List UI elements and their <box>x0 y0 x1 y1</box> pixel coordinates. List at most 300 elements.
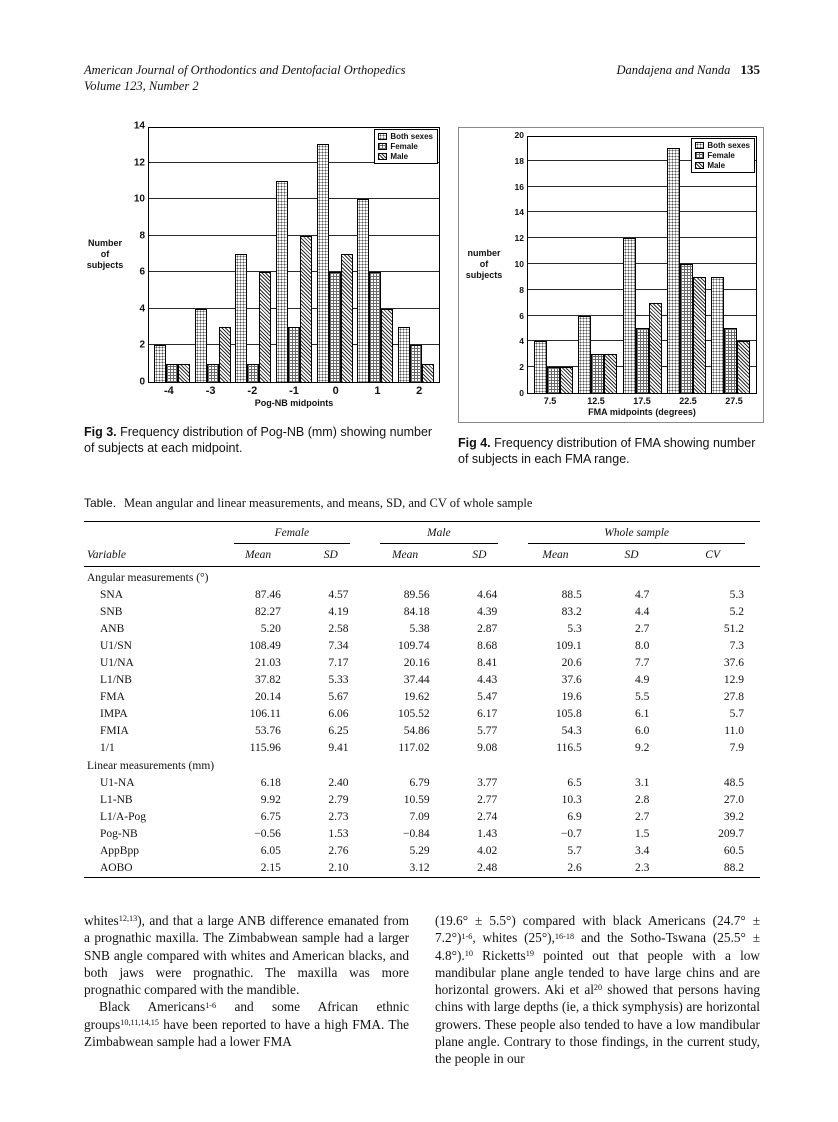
page-number: 135 <box>740 62 760 77</box>
body-text <box>84 912 760 1068</box>
value-cell: 3.4 <box>634 845 650 858</box>
legend-swatch <box>695 162 704 169</box>
bar-both-sexes <box>623 238 636 393</box>
value-cell: 9.92 <box>260 794 281 807</box>
column-header: Mean <box>219 545 297 566</box>
value-cell: 5.7 <box>567 845 582 858</box>
y-tick-label: 0 <box>519 387 524 398</box>
x-tick-label: -2 <box>247 384 258 397</box>
value-cell: 115.96 <box>249 741 281 754</box>
value-cell: 6.75 <box>260 811 281 824</box>
bar-both-sexes <box>276 181 288 382</box>
value-cell: 5.20 <box>260 622 281 635</box>
table-row <box>84 843 760 860</box>
variable-cell: L1-NB <box>100 794 133 807</box>
value-cell: 5.67 <box>328 690 349 703</box>
bar-female <box>591 354 604 393</box>
value-cell: 6.5 <box>567 777 582 790</box>
column-group-label: Whole sample <box>528 526 745 544</box>
value-cell: 1.53 <box>328 828 349 841</box>
value-cell: 84.18 <box>403 606 430 618</box>
citation-superscript: 10,11,14,15 <box>120 1017 160 1027</box>
bar-male <box>649 303 662 393</box>
table-row <box>84 621 760 638</box>
measurements-table <box>84 521 760 878</box>
bar-group <box>233 254 274 382</box>
table-row <box>84 860 760 877</box>
value-cell: 2.6 <box>567 862 582 875</box>
value-cell: 6.0 <box>634 724 650 737</box>
y-axis-title: number of subjects <box>465 247 503 281</box>
value-cell: 3.12 <box>409 862 430 875</box>
bar-both-sexes <box>357 199 369 382</box>
citation-superscript: 10 <box>464 948 473 958</box>
table-row <box>84 740 760 757</box>
value-cell: 27.0 <box>723 794 744 807</box>
fig3-caption-label: Fig 3. <box>84 424 117 439</box>
variable-cell: SNA <box>100 589 124 602</box>
table-subheader-row <box>84 545 760 566</box>
bar-group <box>355 199 396 382</box>
value-cell: 10.59 <box>403 794 430 807</box>
legend-entry <box>378 152 433 161</box>
y-axis-title: Number of subjects <box>86 237 124 271</box>
y-tick-label: 14 <box>514 206 524 217</box>
value-cell: 209.7 <box>718 828 744 841</box>
y-tick-label: 14 <box>133 120 145 131</box>
y-tick-label: 12 <box>514 232 524 243</box>
table-row <box>84 655 760 672</box>
paragraph: whites$^{12,13}$), and that a large ANB difference emanated from a prognathic maxilla. The Zimbabwean sample had a larger SNB angle compared with whites and American blacks, and both jaws were prognathic. The maxilla was more prognathic compared with the mandible. <box>84 913 409 998</box>
value-cell: 5.5 <box>634 690 650 703</box>
value-cell: 8.0 <box>634 639 650 652</box>
bar-male <box>259 272 271 382</box>
value-cell: 83.2 <box>561 606 582 618</box>
x-tick-label: -3 <box>205 384 216 397</box>
value-cell: 4.64 <box>477 589 498 602</box>
variable-cell: U1/NA <box>100 656 134 669</box>
column-group-header <box>513 522 760 545</box>
column-group-label: Male <box>380 526 499 544</box>
legend-label: Both sexes <box>390 131 433 141</box>
bar-male <box>178 364 190 382</box>
value-cell: 2.73 <box>328 811 349 824</box>
variable-cell: FMA <box>100 690 125 703</box>
page-header <box>84 62 760 95</box>
bar-female <box>410 345 422 382</box>
value-cell: 6.05 <box>260 845 281 858</box>
bar-male <box>422 364 434 382</box>
legend-label: Male <box>707 160 726 170</box>
fig4-caption-text: Frequency distribution of FMA showing number of subjects in each FMA range. <box>458 435 756 467</box>
column-group-header <box>365 522 514 545</box>
x-tick-labels <box>148 385 440 397</box>
value-cell: 4.7 <box>634 589 650 602</box>
column-header-variable: Variable <box>84 545 219 566</box>
table-row <box>84 826 760 843</box>
table-row <box>84 792 760 809</box>
table-row <box>84 723 760 740</box>
value-cell: 5.77 <box>477 724 498 737</box>
section-row <box>84 756 760 775</box>
bar-male <box>604 354 617 393</box>
table-row <box>84 587 760 604</box>
value-cell: 4.39 <box>477 606 498 618</box>
column-header: SD <box>446 545 514 566</box>
variable-cell: IMPA <box>100 707 128 720</box>
bar-female <box>680 264 693 393</box>
value-cell: 7.7 <box>634 656 650 669</box>
column-header: Mean <box>513 545 598 566</box>
value-cell: 106.11 <box>249 707 281 720</box>
value-cell: 8.68 <box>477 639 498 652</box>
bar-male <box>560 367 573 393</box>
value-cell: 60.5 <box>723 845 744 858</box>
value-cell: 2.15 <box>260 862 281 875</box>
value-cell: 37.82 <box>255 673 281 686</box>
legend-swatch <box>378 143 387 150</box>
bar-group <box>664 148 708 393</box>
legend-entry <box>695 141 750 150</box>
x-tick-labels <box>527 396 757 406</box>
y-tick-label: 8 <box>519 284 524 295</box>
table-row <box>84 638 760 655</box>
bar-group <box>620 238 664 393</box>
section-row <box>84 567 760 587</box>
bar-male <box>737 341 750 393</box>
bar-both-sexes <box>195 309 207 382</box>
citation-superscript: 19 <box>525 948 534 958</box>
citation-superscript: 20 <box>593 983 603 993</box>
y-tick-label: 2 <box>139 339 145 350</box>
value-cell: −0.56 <box>254 828 281 841</box>
bar-both-sexes <box>578 316 591 393</box>
value-cell: 109.74 <box>398 639 430 652</box>
legend-entry <box>695 151 750 160</box>
y-tick-label: 10 <box>133 193 145 204</box>
bar-group <box>274 181 315 382</box>
value-cell: 9.41 <box>328 741 349 754</box>
bar-both-sexes <box>398 327 410 382</box>
y-tick-label: 18 <box>514 155 524 166</box>
plot-row <box>84 120 440 387</box>
value-cell: 1.43 <box>477 828 498 841</box>
value-cell: 89.56 <box>403 589 430 602</box>
bar-both-sexes <box>317 144 329 382</box>
value-cell: 88.5 <box>561 589 582 602</box>
section-label: Angular measurements (°) <box>87 572 209 585</box>
x-tick-label: 0 <box>332 384 339 397</box>
figure-3 <box>84 120 440 458</box>
variable-cell: U1-NA <box>100 777 135 790</box>
bar-female <box>724 328 737 393</box>
value-cell: 10.3 <box>561 794 582 807</box>
value-cell: 4.02 <box>477 845 498 858</box>
bar-both-sexes <box>154 345 166 382</box>
value-cell: 5.38 <box>409 622 430 635</box>
value-cell: 117.02 <box>398 741 430 754</box>
fig4-caption-label: Fig 4. <box>458 435 491 450</box>
legend-swatch <box>378 153 387 160</box>
running-authors: Dandajena and Nanda <box>616 63 731 77</box>
value-cell: 48.5 <box>723 777 744 790</box>
table-row <box>84 775 760 792</box>
value-cell: 19.6 <box>561 690 582 703</box>
value-cell: 5.33 <box>328 673 349 686</box>
y-tick-label: 0 <box>139 376 145 387</box>
table-title-text: Mean angular and linear measurements, and means, SD, and CV of whole sample <box>124 496 533 511</box>
plot-area <box>133 120 440 387</box>
table-row <box>84 672 760 689</box>
value-cell: −0.7 <box>560 828 582 841</box>
figures-row <box>84 120 760 469</box>
citation-superscript: 1-6 <box>205 1000 217 1010</box>
value-cell: 6.1 <box>634 707 650 720</box>
x-tick-label: 7.5 <box>543 395 557 406</box>
variable-cell: U1/SN <box>100 639 132 652</box>
bar-both-sexes <box>667 148 680 393</box>
value-cell: 5.29 <box>409 845 430 858</box>
journal-volume: Volume 123, Number 2 <box>84 79 199 94</box>
citation-superscript: 12,13 <box>118 914 138 924</box>
y-tick-label: 6 <box>519 310 524 321</box>
value-cell: 2.58 <box>328 622 349 635</box>
value-cell: 5.3 <box>567 622 582 635</box>
bar-both-sexes <box>711 277 724 393</box>
table-row <box>84 689 760 706</box>
chart-legend <box>691 138 755 173</box>
fig3-bar-chart <box>84 120 440 408</box>
value-cell: 6.79 <box>409 777 430 790</box>
legend-label: Female <box>390 141 418 151</box>
value-cell: 21.03 <box>255 656 281 669</box>
legend-swatch <box>695 152 704 159</box>
variable-cell: SNB <box>100 606 123 618</box>
value-cell: 6.06 <box>328 707 349 720</box>
fig3-caption <box>84 424 440 458</box>
value-cell: 9.2 <box>634 741 650 754</box>
value-cell: 6.18 <box>260 777 281 790</box>
table-group-header-row <box>84 522 760 545</box>
column-group-header <box>219 522 364 545</box>
x-tick-label: 12.5 <box>587 395 605 406</box>
bar-female <box>247 364 259 382</box>
figure-4 <box>458 127 764 469</box>
value-cell: 20.6 <box>561 656 582 669</box>
x-axis-title: Pog-NB midpoints <box>254 397 334 408</box>
value-cell: 12.9 <box>723 673 744 686</box>
bar-both-sexes <box>534 341 547 393</box>
value-cell: 82.27 <box>255 606 281 618</box>
variable-cell: AOBO <box>100 862 133 875</box>
legend-swatch <box>695 142 704 149</box>
value-cell: 2.79 <box>328 794 349 807</box>
bar-female <box>166 364 178 382</box>
legend-entry <box>378 132 433 141</box>
value-cell: 4.43 <box>477 673 498 686</box>
x-tick-label: 27.5 <box>725 395 743 406</box>
value-cell: 5.7 <box>729 707 744 720</box>
value-cell: 6.9 <box>567 811 582 824</box>
value-cell: −0.84 <box>403 828 430 841</box>
plot-row <box>463 129 757 398</box>
table-row <box>84 809 760 826</box>
bar-group <box>575 316 619 393</box>
y-tick-label: 12 <box>133 157 145 168</box>
bar-group <box>395 327 436 382</box>
body-column-right <box>435 912 760 1068</box>
value-cell: 5.47 <box>477 690 498 703</box>
paragraph: (19.6° ± 5.5°) compared with black Americans $(24.7^\circ \pm 7.2^\circ)^{1-6}$, whites (25°),$^{16-18}$ and the Sotho-Tswana (25.5° ± 4.8°).$^{10}$ Ricketts$^{19}$ pointed out that people with a low mandibular plane angle tended to have large chins and are horizontal growers. Aki et $al^{20}$ showed that persons having chins with large depths (ie, a thick symphysis) are horizontal growers. These people also tended to have a low mandibular plane angle. Contrary to those findings, in the current study, the people in our <box>435 913 761 1067</box>
value-cell: 54.86 <box>403 724 430 737</box>
bar-female <box>369 272 381 382</box>
bar-female <box>329 272 341 382</box>
x-tick-label: 17.5 <box>633 395 651 406</box>
value-cell: 53.76 <box>255 724 281 737</box>
value-cell: 109.1 <box>555 639 582 652</box>
value-cell: 7.34 <box>328 639 349 652</box>
legend-entry <box>378 142 433 151</box>
value-cell: 20.16 <box>403 656 430 669</box>
value-cell: 2.40 <box>328 777 349 790</box>
column-header: CV <box>665 545 760 566</box>
value-cell: 1.5 <box>634 828 650 841</box>
empty-header-cell <box>84 522 219 545</box>
column-header: SD <box>598 545 666 566</box>
running-head <box>616 62 760 79</box>
value-cell: 37.6 <box>723 656 744 669</box>
legend-label: Male <box>390 151 409 161</box>
variable-cell: L1/NB <box>100 673 132 686</box>
y-tick-label: 2 <box>519 361 524 372</box>
bar-male <box>341 254 353 382</box>
y-tick-label: 20 <box>514 129 524 140</box>
bar-male <box>300 236 312 382</box>
value-cell: 4.9 <box>634 673 650 686</box>
value-cell: 4.4 <box>634 606 650 618</box>
value-cell: 27.8 <box>723 690 744 703</box>
value-cell: 7.17 <box>328 656 349 669</box>
value-cell: 5.2 <box>729 606 744 618</box>
column-group-label: Female <box>234 526 349 544</box>
fig4-frame <box>458 127 764 423</box>
paragraph: Black Americans$^{1-6}$ and some African ethnic groups$^{10,11,14,15}$ have been reported to have a high FMA. The Zimbabwean sample had a lower FMA <box>84 999 409 1049</box>
bar-female <box>636 328 649 393</box>
column-header: Mean <box>365 545 446 566</box>
legend-label: Female <box>707 150 735 160</box>
value-cell: 37.6 <box>561 673 582 686</box>
bar-groups <box>149 128 439 382</box>
legend-swatch <box>378 133 387 140</box>
bar-male <box>219 327 231 382</box>
variable-cell: FMIA <box>100 724 129 737</box>
y-tick-label: 10 <box>514 258 524 269</box>
value-cell: 7.9 <box>729 741 744 754</box>
value-cell: 7.09 <box>409 811 430 824</box>
value-cell: 39.2 <box>723 811 744 824</box>
table-title <box>84 496 760 511</box>
value-cell: 37.44 <box>403 673 430 686</box>
value-cell: 54.3 <box>561 724 582 737</box>
table-row <box>84 604 760 621</box>
value-cell: 4.57 <box>328 589 349 602</box>
variable-cell: ANB <box>100 622 125 635</box>
value-cell: 105.8 <box>555 707 582 720</box>
bar-groups <box>528 137 756 393</box>
value-cell: 2.77 <box>477 794 498 807</box>
value-cell: 4.19 <box>328 606 349 618</box>
bar-female <box>288 327 300 382</box>
y-tick-label: 6 <box>139 266 145 277</box>
y-tick-label: 8 <box>139 230 145 241</box>
section-label: Linear measurements (mm) <box>87 760 215 773</box>
value-cell: 116.5 <box>556 741 582 754</box>
value-cell: 105.52 <box>398 707 430 720</box>
value-cell: 8.41 <box>477 656 498 669</box>
value-cell: 3.1 <box>634 777 650 790</box>
fig4-bar-chart <box>463 129 757 417</box>
table-title-label: Table. <box>84 496 117 511</box>
value-cell: 2.74 <box>477 811 498 824</box>
value-cell: 108.49 <box>249 639 281 652</box>
plot-area <box>514 129 757 398</box>
value-cell: 2.3 <box>634 862 650 875</box>
x-tick-label: 22.5 <box>679 395 697 406</box>
bar-group <box>314 144 355 382</box>
chart-legend <box>374 129 438 164</box>
bar-both-sexes <box>235 254 247 382</box>
variable-cell: L1/A-Pog <box>100 811 146 824</box>
body-column-left <box>84 912 409 1068</box>
value-cell: 87.46 <box>255 589 281 602</box>
journal-info <box>84 62 406 95</box>
citation-superscript: 1-6 <box>461 931 473 941</box>
value-cell: 11.0 <box>724 724 744 737</box>
value-cell: 2.7 <box>634 622 650 635</box>
x-tick-label: -1 <box>289 384 299 397</box>
value-cell: 88.2 <box>723 862 744 875</box>
value-cell: 2.7 <box>634 811 650 824</box>
value-cell: 19.62 <box>403 690 430 703</box>
value-cell: 3.77 <box>477 777 498 790</box>
variable-cell: AppBpp <box>100 845 139 858</box>
bar-female <box>207 364 219 382</box>
bar-group <box>531 341 575 393</box>
bar-male <box>693 277 706 393</box>
value-cell: 7.3 <box>729 639 744 652</box>
citation-superscript: 16-18 <box>554 931 575 941</box>
value-cell: 9.08 <box>477 741 498 754</box>
x-tick-label: 2 <box>416 384 423 397</box>
bar-group <box>193 309 234 382</box>
journal-title: American Journal of Orthodontics and Dentofacial Orthopedics <box>84 63 406 77</box>
bar-female <box>547 367 560 393</box>
y-tick-label: 4 <box>139 303 145 314</box>
y-tick-label: 16 <box>514 181 524 192</box>
x-tick-label: 1 <box>374 384 381 397</box>
fig4-caption <box>458 435 764 469</box>
bar-male <box>381 309 393 382</box>
bar-group <box>152 345 193 382</box>
table-row <box>84 706 760 723</box>
value-cell: 2.76 <box>328 845 349 858</box>
value-cell: 2.87 <box>477 622 498 635</box>
value-cell: 6.17 <box>477 707 498 720</box>
legend-entry <box>695 161 750 170</box>
value-cell: 6.25 <box>328 724 349 737</box>
value-cell: 5.3 <box>729 589 744 602</box>
value-cell: 20.14 <box>255 690 281 703</box>
